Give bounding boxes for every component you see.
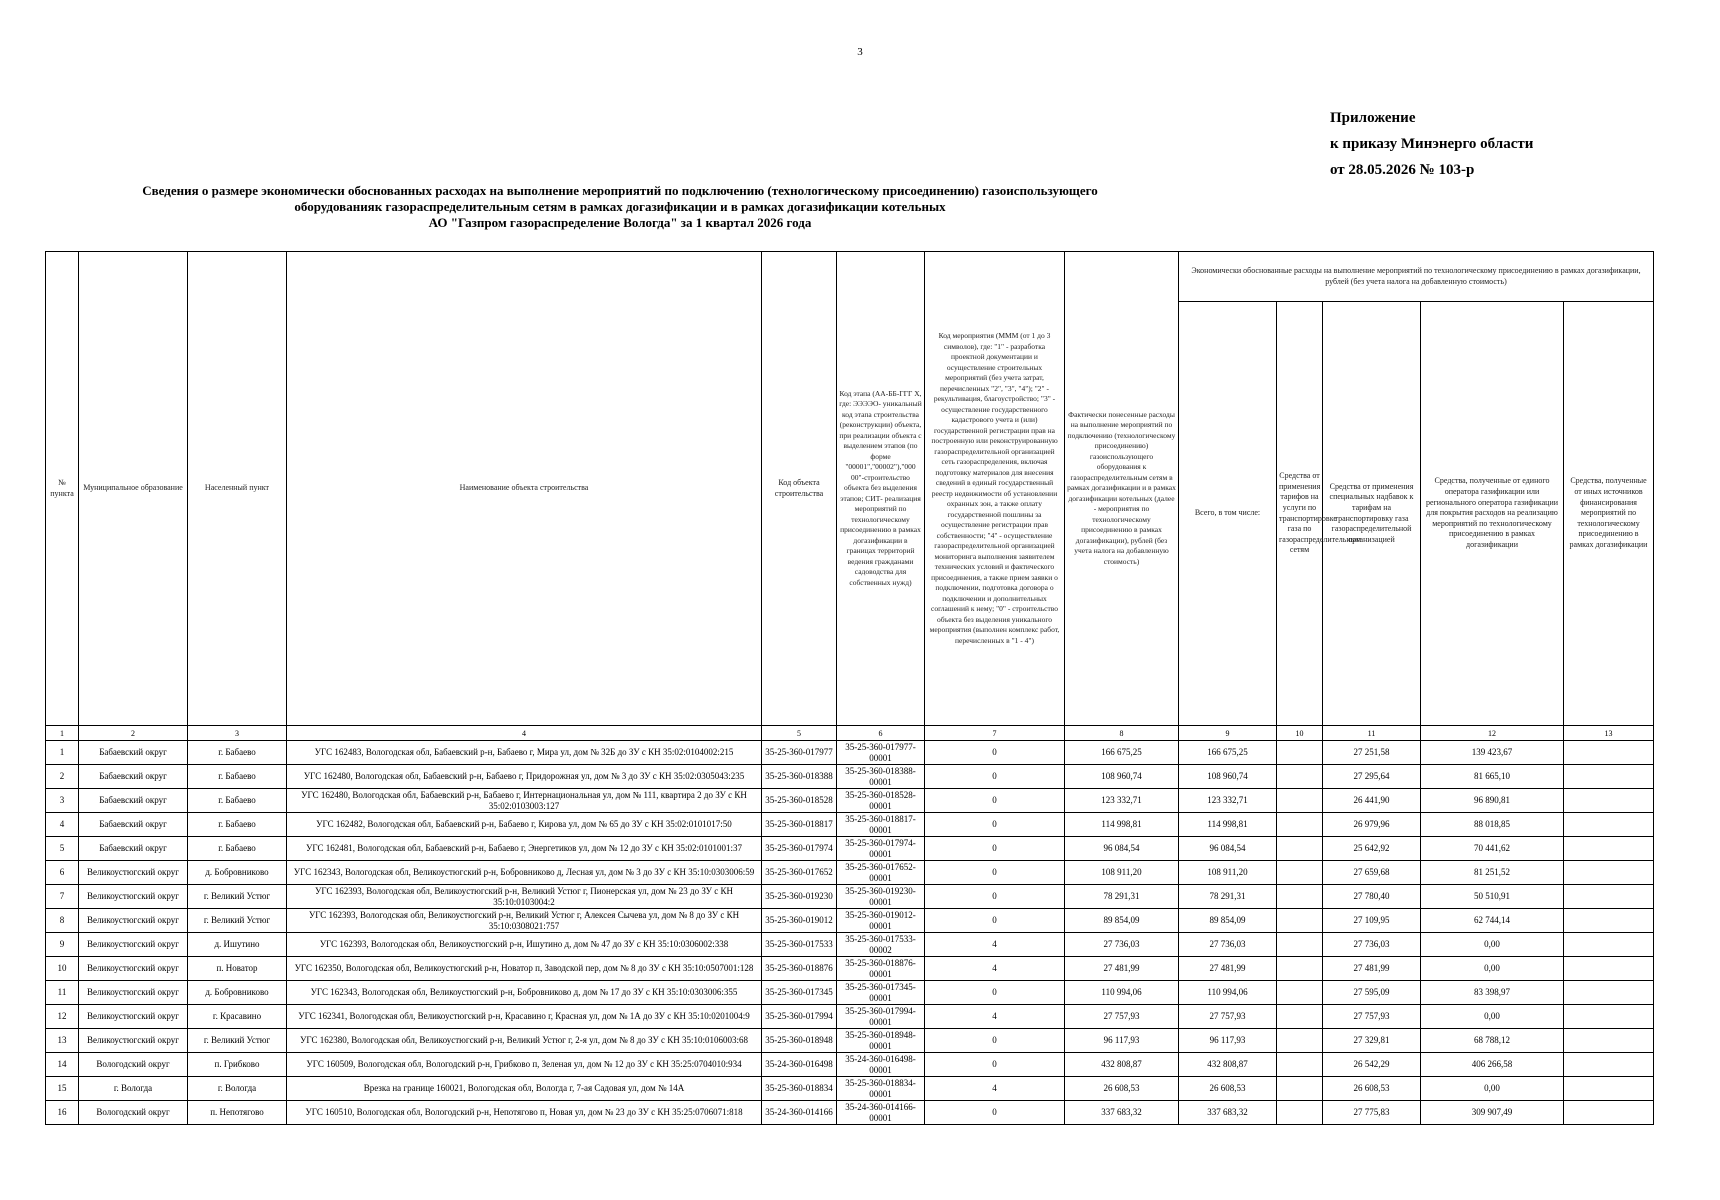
- event-code-cell: 4: [925, 1077, 1065, 1101]
- other-funds-cell: [1564, 1053, 1654, 1077]
- settlement-cell: г. Великий Устюг: [188, 1029, 287, 1053]
- tariff-funds-cell: [1277, 1005, 1323, 1029]
- table-row: [46, 1053, 1654, 1077]
- other-funds-cell: [1564, 957, 1654, 981]
- settlement-cell: п. Непотягово: [188, 1101, 287, 1125]
- total-cost-cell: 96 117,93: [1179, 1029, 1277, 1053]
- stage-code-cell: 35-25-360-017974-00001: [837, 837, 925, 861]
- object-code-cell: 35-25-360-018388: [762, 765, 837, 789]
- other-funds-cell: [1564, 765, 1654, 789]
- object-code-cell: 35-25-360-017652: [762, 861, 837, 885]
- surcharge-funds-cell: 27 595,09: [1323, 981, 1421, 1005]
- cost-table: [45, 251, 1654, 1125]
- col-header-1: № пункта: [46, 252, 79, 726]
- total-cost-cell: 27 736,03: [1179, 933, 1277, 957]
- total-cost-cell: 27 757,93: [1179, 1005, 1277, 1029]
- object-code-cell: 35-25-360-018528: [762, 789, 837, 813]
- object-code-cell: 35-25-360-017533: [762, 933, 837, 957]
- actual-cost-cell: 26 608,53: [1065, 1077, 1179, 1101]
- stage-code-cell: 35-24-360-016498-00001: [837, 1053, 925, 1077]
- actual-cost-cell: 114 998,81: [1065, 813, 1179, 837]
- operator-funds-cell: 62 744,14: [1421, 909, 1564, 933]
- column-number: 5: [762, 726, 837, 741]
- object-name-cell: УГС 162343, Вологодская обл, Великоустюгский р-н, Бобровниково д, дом № 17 до ЗУ с КН 35:10:0303006:355: [287, 981, 762, 1005]
- actual-cost-cell: 123 332,71: [1065, 789, 1179, 813]
- column-number: 4: [287, 726, 762, 741]
- object-name-cell: УГС 160510, Вологодская обл, Вологодский р-н, Непотягово п, Новая ул, дом № 23 до ЗУ с КН 35:25:0706071:818: [287, 1101, 762, 1125]
- settlement-cell: г. Великий Устюг: [188, 885, 287, 909]
- row-number-cell: 4: [46, 813, 79, 837]
- other-funds-cell: [1564, 909, 1654, 933]
- column-number: 1: [46, 726, 79, 741]
- surcharge-funds-cell: 27 109,95: [1323, 909, 1421, 933]
- surcharge-funds-cell: 26 542,29: [1323, 1053, 1421, 1077]
- surcharge-funds-cell: 27 295,64: [1323, 765, 1421, 789]
- actual-cost-cell: 78 291,31: [1065, 885, 1179, 909]
- tariff-funds-cell: [1277, 741, 1323, 765]
- other-funds-cell: [1564, 981, 1654, 1005]
- object-name-cell: УГС 160509, Вологодская обл, Вологодский р-н, Грибково п, Зеленая ул, дом № 12 до ЗУ с КН 35:25:0704010:934: [287, 1053, 762, 1077]
- operator-funds-cell: 81 665,10: [1421, 765, 1564, 789]
- row-number-cell: 11: [46, 981, 79, 1005]
- operator-funds-cell: 0,00: [1421, 933, 1564, 957]
- row-number-cell: 6: [46, 861, 79, 885]
- column-number: 11: [1323, 726, 1421, 741]
- object-code-cell: 35-25-360-017977: [762, 741, 837, 765]
- surcharge-funds-cell: 27 251,58: [1323, 741, 1421, 765]
- title-line-3: АО "Газпром газораспределение Вологда" за 1 квартал 2026 года: [428, 215, 812, 230]
- row-number-cell: 13: [46, 1029, 79, 1053]
- event-code-cell: 0: [925, 1053, 1065, 1077]
- event-code-cell: 0: [925, 1101, 1065, 1125]
- total-cost-cell: 432 808,87: [1179, 1053, 1277, 1077]
- object-code-cell: 35-25-360-017994: [762, 1005, 837, 1029]
- column-number: 13: [1564, 726, 1654, 741]
- total-cost-cell: 166 675,25: [1179, 741, 1277, 765]
- settlement-cell: п. Новатор: [188, 957, 287, 981]
- object-code-cell: 35-24-360-014166: [762, 1101, 837, 1125]
- col-header-8: Фактически понесенные расходы на выполнение мероприятий по подключению (технологическому присоединению) газоиспользующего оборудования к газораспределительным сетям в рамках догазификации и в рамках догазификации котельных (далее - мероприятия по технологическому присоединению в рамках догазификации), рублей (без учета налога на добавленную стоимость): [1065, 252, 1179, 726]
- surcharge-funds-cell: 27 757,93: [1323, 1005, 1421, 1029]
- tariff-funds-cell: [1277, 1101, 1323, 1125]
- object-code-cell: 35-25-360-018948: [762, 1029, 837, 1053]
- column-number: 3: [188, 726, 287, 741]
- operator-funds-cell: 81 251,52: [1421, 861, 1564, 885]
- settlement-cell: д. Бобровниково: [188, 981, 287, 1005]
- stage-code-cell: 35-25-360-018834-00001: [837, 1077, 925, 1101]
- other-funds-cell: [1564, 861, 1654, 885]
- header-row-1: [46, 252, 1654, 302]
- settlement-cell: г. Бабаево: [188, 741, 287, 765]
- column-number-row: [46, 726, 1654, 741]
- settlement-cell: г. Бабаево: [188, 813, 287, 837]
- municipality-cell: Бабаевский округ: [79, 765, 188, 789]
- stage-code-cell: 35-25-360-018876-00001: [837, 957, 925, 981]
- operator-funds-cell: 0,00: [1421, 1005, 1564, 1029]
- operator-funds-cell: 83 398,97: [1421, 981, 1564, 1005]
- stage-code-cell: 35-25-360-019230-00001: [837, 885, 925, 909]
- column-number: 2: [79, 726, 188, 741]
- tariff-funds-cell: [1277, 765, 1323, 789]
- municipality-cell: Великоустюгский округ: [79, 861, 188, 885]
- col-header-4: Наименование объекта строительства: [287, 252, 762, 726]
- other-funds-cell: [1564, 885, 1654, 909]
- column-number: 10: [1277, 726, 1323, 741]
- table-row: [46, 1005, 1654, 1029]
- event-code-cell: 0: [925, 861, 1065, 885]
- table-row: [46, 765, 1654, 789]
- appendix-line-1: Приложение: [1330, 110, 1416, 126]
- row-number-cell: 8: [46, 909, 79, 933]
- operator-funds-cell: 96 890,81: [1421, 789, 1564, 813]
- municipality-cell: Великоустюгский округ: [79, 933, 188, 957]
- surcharge-funds-cell: 26 608,53: [1323, 1077, 1421, 1101]
- col-header-11: Средства от применения специальных надбавок к тарифам на транспортировку газа газораспределительной организацией: [1323, 302, 1421, 726]
- table-row: [46, 741, 1654, 765]
- stage-code-cell: 35-25-360-017652-00001: [837, 861, 925, 885]
- object-code-cell: 35-25-360-018876: [762, 957, 837, 981]
- tariff-funds-cell: [1277, 813, 1323, 837]
- column-number: 6: [837, 726, 925, 741]
- surcharge-funds-cell: 27 329,81: [1323, 1029, 1421, 1053]
- total-cost-cell: 27 481,99: [1179, 957, 1277, 981]
- row-number-cell: 14: [46, 1053, 79, 1077]
- object-name-cell: УГС 162341, Вологодская обл, Великоустюгский р-н, Красавино г, Красная ул, дом № 1А до ЗУ с КН 35:10:0201004:9: [287, 1005, 762, 1029]
- total-cost-cell: 123 332,71: [1179, 789, 1277, 813]
- object-code-cell: 35-25-360-017974: [762, 837, 837, 861]
- page-number: 3: [857, 46, 863, 58]
- col-header-group: Экономически обоснованные расходы на выполнение мероприятий по технологическому присоединению в рамках догазификации, рублей (без учета налога на добавленную стоимость): [1179, 252, 1654, 302]
- table-body: [46, 741, 1654, 1125]
- table-row: [46, 981, 1654, 1005]
- event-code-cell: 0: [925, 741, 1065, 765]
- event-code-cell: 0: [925, 885, 1065, 909]
- table-row: [46, 1029, 1654, 1053]
- col-header-13: Средства, полученные от иных источников финансирования мероприятий по технологическому присоединению в рамках догазификации: [1564, 302, 1654, 726]
- appendix-line-3: от 28.05.2026 № 103-р: [1330, 162, 1475, 178]
- total-cost-cell: 78 291,31: [1179, 885, 1277, 909]
- table-row: [46, 813, 1654, 837]
- object-name-cell: УГС 162393, Вологодская обл, Великоустюгский р-н, Великий Устюг г, Пионерская ул, дом № 23 до ЗУ с КН 35:10:0103004:2: [287, 885, 762, 909]
- object-code-cell: 35-25-360-018817: [762, 813, 837, 837]
- column-number: 7: [925, 726, 1065, 741]
- other-funds-cell: [1564, 741, 1654, 765]
- other-funds-cell: [1564, 1101, 1654, 1125]
- operator-funds-cell: 139 423,67: [1421, 741, 1564, 765]
- row-number-cell: 16: [46, 1101, 79, 1125]
- tariff-funds-cell: [1277, 789, 1323, 813]
- table-row: [46, 1101, 1654, 1125]
- table-row: [46, 789, 1654, 813]
- total-cost-cell: 96 084,54: [1179, 837, 1277, 861]
- settlement-cell: г. Бабаево: [188, 837, 287, 861]
- column-number: 12: [1421, 726, 1564, 741]
- stage-code-cell: 35-25-360-017994-00001: [837, 1005, 925, 1029]
- actual-cost-cell: 27 481,99: [1065, 957, 1179, 981]
- tariff-funds-cell: [1277, 933, 1323, 957]
- object-name-cell: УГС 162483, Вологодская обл, Бабаевский р-н, Бабаево г, Мира ул, дом № 32Б до ЗУ с КН 35:02:0104002:215: [287, 741, 762, 765]
- other-funds-cell: [1564, 789, 1654, 813]
- event-code-cell: 0: [925, 981, 1065, 1005]
- other-funds-cell: [1564, 1077, 1654, 1101]
- surcharge-funds-cell: 27 775,83: [1323, 1101, 1421, 1125]
- col-header-6: Код этапа (АА-ББ-ГГГ Х, где: ЭЭЭЭО- уникальный код этапа строительства (реконструкции) объекта, при реализации объекта с выделением этапов (по форме "00001","00002"),"000 00"-строительство объекта без выделения этапов; СИТ- реализация мероприятий по технологическому присоединению в рамках догазификации в границах территорий ведения гражданами садоводства для собственных нужд): [837, 252, 925, 726]
- surcharge-funds-cell: 26 979,96: [1323, 813, 1421, 837]
- event-code-cell: 4: [925, 957, 1065, 981]
- row-number-cell: 1: [46, 741, 79, 765]
- stage-code-cell: 35-25-360-017977-00001: [837, 741, 925, 765]
- tariff-funds-cell: [1277, 957, 1323, 981]
- col-header-5: Код объекта строительства: [762, 252, 837, 726]
- object-name-cell: УГС 162481, Вологодская обл, Бабаевский р-н, Бабаево г, Энергетиков ул, дом № 12 до ЗУ с КН 35:02:0101001:37: [287, 837, 762, 861]
- actual-cost-cell: 166 675,25: [1065, 741, 1179, 765]
- operator-funds-cell: 88 018,85: [1421, 813, 1564, 837]
- row-number-cell: 15: [46, 1077, 79, 1101]
- object-name-cell: УГС 162380, Вологодская обл, Великоустюгский р-н, Великий Устюг г, 2-я ул, дом № 8 до ЗУ с КН 35:10:0106003:68: [287, 1029, 762, 1053]
- actual-cost-cell: 27 736,03: [1065, 933, 1179, 957]
- other-funds-cell: [1564, 837, 1654, 861]
- stage-code-cell: 35-25-360-018948-00001: [837, 1029, 925, 1053]
- surcharge-funds-cell: 27 780,40: [1323, 885, 1421, 909]
- table-row: [46, 885, 1654, 909]
- settlement-cell: г. Вологда: [188, 1077, 287, 1101]
- actual-cost-cell: 89 854,09: [1065, 909, 1179, 933]
- title-line-2: оборудованияк газораспределительным сетям в рамках догазификации и в рамках догазификации котельных: [294, 199, 946, 214]
- actual-cost-cell: 108 960,74: [1065, 765, 1179, 789]
- tariff-funds-cell: [1277, 981, 1323, 1005]
- municipality-cell: г. Вологда: [79, 1077, 188, 1101]
- stage-code-cell: 35-25-360-017533-00002: [837, 933, 925, 957]
- object-code-cell: 35-25-360-019230: [762, 885, 837, 909]
- actual-cost-cell: 337 683,32: [1065, 1101, 1179, 1125]
- object-name-cell: УГС 162480, Вологодская обл, Бабаевский р-н, Бабаево г, Интернациональная ул, дом № 111, квартира 2 до ЗУ с КН 35:02:0103003:127: [287, 789, 762, 813]
- settlement-cell: г. Бабаево: [188, 789, 287, 813]
- col-header-3: Населенный пункт: [188, 252, 287, 726]
- col-header-2: Муниципальное образование: [79, 252, 188, 726]
- tariff-funds-cell: [1277, 909, 1323, 933]
- operator-funds-cell: 0,00: [1421, 957, 1564, 981]
- municipality-cell: Бабаевский округ: [79, 789, 188, 813]
- municipality-cell: Великоустюгский округ: [79, 909, 188, 933]
- row-number-cell: 2: [46, 765, 79, 789]
- municipality-cell: Великоустюгский округ: [79, 957, 188, 981]
- object-code-cell: 35-24-360-016498: [762, 1053, 837, 1077]
- operator-funds-cell: 50 510,91: [1421, 885, 1564, 909]
- municipality-cell: Великоустюгский округ: [79, 981, 188, 1005]
- surcharge-funds-cell: 27 736,03: [1323, 933, 1421, 957]
- col-header-10: Средства от применения тарифов на услуги по транспортировке газа по газораспределительным сетям: [1277, 302, 1323, 726]
- table-row: [46, 933, 1654, 957]
- title-line-1: Сведения о размере экономически обоснованных расходах на выполнение мероприятий по подключению (технологическому присоединению) газоиспользующего: [142, 183, 1098, 198]
- event-code-cell: 4: [925, 1005, 1065, 1029]
- event-code-cell: 0: [925, 813, 1065, 837]
- stage-code-cell: 35-24-360-014166-00001: [837, 1101, 925, 1125]
- col-header-12: Средства, полученные от единого оператора газификации или регионального оператора газификации для покрытия расходов на реализацию мероприятий по технологическому присоединению в рамках догазификации: [1421, 302, 1564, 726]
- table-row: [46, 861, 1654, 885]
- table-row: [46, 837, 1654, 861]
- actual-cost-cell: 27 757,93: [1065, 1005, 1179, 1029]
- municipality-cell: Бабаевский округ: [79, 741, 188, 765]
- actual-cost-cell: 432 808,87: [1065, 1053, 1179, 1077]
- stage-code-cell: 35-25-360-019012-00001: [837, 909, 925, 933]
- municipality-cell: Великоустюгский округ: [79, 1029, 188, 1053]
- stage-code-cell: 35-25-360-017345-00001: [837, 981, 925, 1005]
- event-code-cell: 4: [925, 933, 1065, 957]
- row-number-cell: 12: [46, 1005, 79, 1029]
- municipality-cell: Великоустюгский округ: [79, 1005, 188, 1029]
- operator-funds-cell: 309 907,49: [1421, 1101, 1564, 1125]
- actual-cost-cell: 108 911,20: [1065, 861, 1179, 885]
- tariff-funds-cell: [1277, 885, 1323, 909]
- operator-funds-cell: 68 788,12: [1421, 1029, 1564, 1053]
- tariff-funds-cell: [1277, 837, 1323, 861]
- surcharge-funds-cell: 25 642,92: [1323, 837, 1421, 861]
- event-code-cell: 0: [925, 909, 1065, 933]
- settlement-cell: г. Бабаево: [188, 765, 287, 789]
- appendix-block: [1330, 105, 1533, 183]
- event-code-cell: 0: [925, 789, 1065, 813]
- settlement-cell: д. Бобровниково: [188, 861, 287, 885]
- tariff-funds-cell: [1277, 1077, 1323, 1101]
- object-code-cell: 35-25-360-019012: [762, 909, 837, 933]
- row-number-cell: 10: [46, 957, 79, 981]
- actual-cost-cell: 96 084,54: [1065, 837, 1179, 861]
- other-funds-cell: [1564, 1029, 1654, 1053]
- event-code-cell: 0: [925, 837, 1065, 861]
- operator-funds-cell: 0,00: [1421, 1077, 1564, 1101]
- settlement-cell: г. Великий Устюг: [188, 909, 287, 933]
- row-number-cell: 5: [46, 837, 79, 861]
- municipality-cell: Великоустюгский округ: [79, 885, 188, 909]
- object-code-cell: 35-25-360-017345: [762, 981, 837, 1005]
- total-cost-cell: 26 608,53: [1179, 1077, 1277, 1101]
- event-code-cell: 0: [925, 1029, 1065, 1053]
- tariff-funds-cell: [1277, 861, 1323, 885]
- object-name-cell: Врезка на границе 160021, Вологодская обл, Вологда г, 7-ая Садовая ул, дом № 14А: [287, 1077, 762, 1101]
- total-cost-cell: 114 998,81: [1179, 813, 1277, 837]
- tariff-funds-cell: [1277, 1053, 1323, 1077]
- municipality-cell: Вологодский округ: [79, 1101, 188, 1125]
- municipality-cell: Вологодский округ: [79, 1053, 188, 1077]
- actual-cost-cell: 96 117,93: [1065, 1029, 1179, 1053]
- surcharge-funds-cell: 27 659,68: [1323, 861, 1421, 885]
- actual-cost-cell: 110 994,06: [1065, 981, 1179, 1005]
- col-header-9: Всего, в том числе:: [1179, 302, 1277, 726]
- stage-code-cell: 35-25-360-018528-00001: [837, 789, 925, 813]
- document-title: [100, 183, 1140, 231]
- municipality-cell: Бабаевский округ: [79, 837, 188, 861]
- operator-funds-cell: 406 266,58: [1421, 1053, 1564, 1077]
- stage-code-cell: 35-25-360-018817-00001: [837, 813, 925, 837]
- row-number-cell: 9: [46, 933, 79, 957]
- object-code-cell: 35-25-360-018834: [762, 1077, 837, 1101]
- column-number: 9: [1179, 726, 1277, 741]
- row-number-cell: 7: [46, 885, 79, 909]
- object-name-cell: УГС 162393, Вологодская обл, Великоустюгский р-н, Великий Устюг г, Алексея Сычева ул, дом № 8 до ЗУ с КН 35:10:0308021:757: [287, 909, 762, 933]
- event-code-cell: 0: [925, 765, 1065, 789]
- row-number-cell: 3: [46, 789, 79, 813]
- total-cost-cell: 89 854,09: [1179, 909, 1277, 933]
- settlement-cell: г. Красавино: [188, 1005, 287, 1029]
- object-name-cell: УГС 162393, Вологодская обл, Великоустюгский р-н, Ишутино д, дом № 47 до ЗУ с КН 35:10:0306002:338: [287, 933, 762, 957]
- appendix-line-2: к приказу Минэнерго области: [1330, 136, 1534, 152]
- other-funds-cell: [1564, 1005, 1654, 1029]
- total-cost-cell: 108 911,20: [1179, 861, 1277, 885]
- other-funds-cell: [1564, 813, 1654, 837]
- settlement-cell: п. Грибково: [188, 1053, 287, 1077]
- object-name-cell: УГС 162482, Вологодская обл, Бабаевский р-н, Бабаево г, Кирова ул, дом № 65 до ЗУ с КН 35:02:0101017:50: [287, 813, 762, 837]
- other-funds-cell: [1564, 933, 1654, 957]
- col-header-7: Код мероприятия (МММ (от 1 до 3 символов), где: "1" - разработка проектной документации и осуществление строительных мероприятий (без учета затрат, перечисленных "2", "3", "4"); "2" - рекультивация, благоустройство; "3" - осуществление государственного кадастрового учета и (или) государственной регистрации прав на построенную или реконструированную газораспределительной организацией сеть газораспределения, включая подготовку материалов для внесения сведений в единый государственный реестр недвижимости об установлении охранных зон, а также оплату государственной пошлины за осуществление регистрации прав собственности; "4" - осуществление газораспределительной организацией мониторинга выполнения заявителем технических условий и фактического присоединения, а также прием заявки о подключении, подготовка договора о подключении и дополнительных соглашений к нему; "0" - строительство объекта без выделения уникального мероприятия (выполнен комплекс работ, перечисленных в "1 - 4"): [925, 252, 1065, 726]
- table-row: [46, 1077, 1654, 1101]
- municipality-cell: Бабаевский округ: [79, 813, 188, 837]
- object-name-cell: УГС 162343, Вологодская обл, Великоустюгский р-н, Бобровниково д, Лесная ул, дом № 3 до ЗУ с КН 35:10:0303006:59: [287, 861, 762, 885]
- total-cost-cell: 337 683,32: [1179, 1101, 1277, 1125]
- operator-funds-cell: 70 441,62: [1421, 837, 1564, 861]
- surcharge-funds-cell: 26 441,90: [1323, 789, 1421, 813]
- object-name-cell: УГС 162350, Вологодская обл, Великоустюгский р-н, Новатор п, Заводской пер, дом № 8 до ЗУ с КН 35:10:0507001:128: [287, 957, 762, 981]
- settlement-cell: д. Ишутино: [188, 933, 287, 957]
- column-number: 8: [1065, 726, 1179, 741]
- tariff-funds-cell: [1277, 1029, 1323, 1053]
- total-cost-cell: 108 960,74: [1179, 765, 1277, 789]
- table-row: [46, 909, 1654, 933]
- total-cost-cell: 110 994,06: [1179, 981, 1277, 1005]
- object-name-cell: УГС 162480, Вологодская обл, Бабаевский р-н, Бабаево г, Придорожная ул, дом № 3 до ЗУ с КН 35:02:0305043:235: [287, 765, 762, 789]
- table-row: [46, 957, 1654, 981]
- stage-code-cell: 35-25-360-018388-00001: [837, 765, 925, 789]
- surcharge-funds-cell: 27 481,99: [1323, 957, 1421, 981]
